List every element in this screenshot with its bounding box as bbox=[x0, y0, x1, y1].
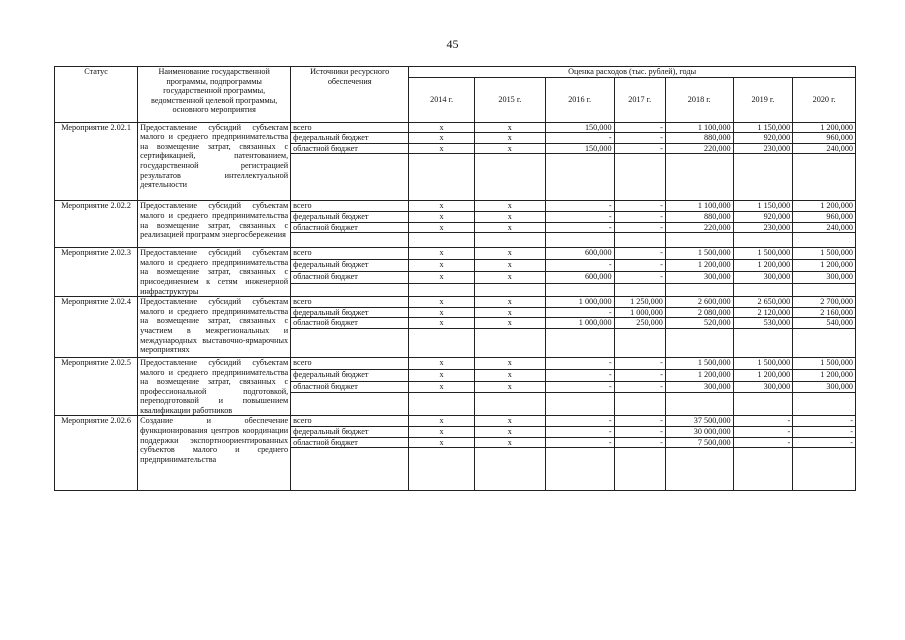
amount-cell: - bbox=[545, 427, 614, 438]
empty-cell bbox=[614, 284, 665, 297]
measure-name: Предоставление субсидий субъектам малого и среднего предпринимательства на возмещение затрат, связанных с реализацией программ энергосбережения bbox=[138, 201, 291, 248]
amount-cell: 240,000 bbox=[793, 222, 856, 233]
empty-cell bbox=[291, 328, 409, 357]
amount-cell: x bbox=[409, 318, 475, 329]
measure-name: Предоставление субсидий субъектам малого и среднего предпринимательства на возмещение затрат, связанных с сертификацией, патентованием, государственной регистрацией результатов интеллектуальной деятельности bbox=[138, 122, 291, 201]
empty-cell bbox=[733, 233, 793, 248]
amount-cell: x bbox=[409, 416, 475, 427]
amount-cell: - bbox=[733, 427, 793, 438]
amount-cell: 530,000 bbox=[733, 318, 793, 329]
amount-cell: 920,000 bbox=[733, 211, 793, 222]
amount-cell: - bbox=[614, 122, 665, 133]
amount-cell: 1 150,000 bbox=[733, 201, 793, 212]
amount-cell: 1 200,000 bbox=[793, 369, 856, 381]
amount-cell: 150,000 bbox=[545, 122, 614, 133]
empty-cell bbox=[474, 448, 545, 491]
empty-cell bbox=[545, 284, 614, 297]
amount-cell: - bbox=[614, 133, 665, 144]
amount-cell: - bbox=[793, 416, 856, 427]
empty-cell bbox=[291, 393, 409, 416]
amount-cell: 520,000 bbox=[665, 318, 733, 329]
empty-cell bbox=[474, 393, 545, 416]
amount-cell: - bbox=[545, 437, 614, 448]
amount-cell: 960,000 bbox=[793, 211, 856, 222]
amount-cell: - bbox=[545, 222, 614, 233]
amount-cell: x bbox=[474, 416, 545, 427]
amount-cell: x bbox=[474, 357, 545, 369]
measure-name: Предоставление субсидий субъектам малого и среднего предпринимательства на возмещение затрат, связанных с присоединением к сетям инженерной инфраструктуры bbox=[138, 248, 291, 297]
empty-cell bbox=[545, 448, 614, 491]
amount-cell: 1 200,000 bbox=[733, 260, 793, 272]
funding-source: всего bbox=[291, 297, 409, 308]
header-estimate: Оценка расходов (тыс. рублей), годы bbox=[409, 67, 856, 78]
empty-cell bbox=[545, 328, 614, 357]
empty-cell bbox=[409, 154, 475, 201]
funding-source: федеральный бюджет bbox=[291, 260, 409, 272]
amount-cell: - bbox=[733, 437, 793, 448]
funding-source: областной бюджет bbox=[291, 318, 409, 329]
table-row bbox=[55, 122, 856, 133]
measure-status: Мероприятие 2.02.4 bbox=[55, 297, 138, 358]
amount-cell: x bbox=[474, 272, 545, 284]
amount-cell: x bbox=[474, 307, 545, 318]
empty-cell bbox=[793, 284, 856, 297]
amount-cell: 7 500,000 bbox=[665, 437, 733, 448]
amount-cell: x bbox=[409, 260, 475, 272]
empty-cell bbox=[545, 233, 614, 248]
amount-cell: x bbox=[474, 248, 545, 260]
measure-status: Мероприятие 2.02.2 bbox=[55, 201, 138, 248]
amount-cell: 2 080,000 bbox=[665, 307, 733, 318]
amount-cell: x bbox=[409, 381, 475, 393]
amount-cell: x bbox=[409, 357, 475, 369]
empty-cell bbox=[545, 393, 614, 416]
empty-cell bbox=[545, 154, 614, 201]
amount-cell: 240,000 bbox=[793, 143, 856, 154]
amount-cell: x bbox=[409, 272, 475, 284]
amount-cell: 300,000 bbox=[665, 381, 733, 393]
funding-source: всего bbox=[291, 248, 409, 260]
amount-cell: 1 000,000 bbox=[545, 318, 614, 329]
amount-cell: 230,000 bbox=[733, 143, 793, 154]
empty-cell bbox=[291, 154, 409, 201]
funding-source: всего bbox=[291, 357, 409, 369]
funding-source: всего bbox=[291, 201, 409, 212]
empty-cell bbox=[474, 233, 545, 248]
amount-cell: x bbox=[409, 307, 475, 318]
header-year: 2014 г. bbox=[409, 77, 475, 122]
amount-cell: - bbox=[614, 369, 665, 381]
amount-cell: 1 150,000 bbox=[733, 122, 793, 133]
amount-cell: x bbox=[409, 427, 475, 438]
amount-cell: - bbox=[545, 133, 614, 144]
amount-cell: - bbox=[545, 201, 614, 212]
expense-table bbox=[54, 66, 856, 491]
funding-source: областной бюджет bbox=[291, 222, 409, 233]
amount-cell: 1 200,000 bbox=[733, 369, 793, 381]
funding-source: федеральный бюджет bbox=[291, 133, 409, 144]
amount-cell: - bbox=[793, 427, 856, 438]
amount-cell: 960,000 bbox=[793, 133, 856, 144]
empty-cell bbox=[614, 233, 665, 248]
empty-cell bbox=[474, 328, 545, 357]
amount-cell: 1 000,000 bbox=[614, 307, 665, 318]
table-row bbox=[55, 416, 856, 427]
amount-cell: 300,000 bbox=[793, 272, 856, 284]
measure-status: Мероприятие 2.02.6 bbox=[55, 416, 138, 491]
amount-cell: 1 500,000 bbox=[665, 248, 733, 260]
amount-cell: 1 000,000 bbox=[545, 297, 614, 308]
amount-cell: x bbox=[474, 297, 545, 308]
empty-cell bbox=[793, 393, 856, 416]
amount-cell: - bbox=[614, 248, 665, 260]
empty-cell bbox=[614, 448, 665, 491]
amount-cell: - bbox=[733, 416, 793, 427]
measure-status: Мероприятие 2.02.5 bbox=[55, 357, 138, 416]
empty-cell bbox=[793, 448, 856, 491]
empty-cell bbox=[733, 284, 793, 297]
empty-cell bbox=[733, 154, 793, 201]
empty-cell bbox=[474, 284, 545, 297]
amount-cell: 1 200,000 bbox=[665, 369, 733, 381]
amount-cell: x bbox=[474, 211, 545, 222]
amount-cell: - bbox=[614, 272, 665, 284]
empty-cell bbox=[291, 233, 409, 248]
amount-cell: 1 500,000 bbox=[733, 357, 793, 369]
amount-cell: 2 120,000 bbox=[733, 307, 793, 318]
measure-status: Мероприятие 2.02.3 bbox=[55, 248, 138, 297]
empty-cell bbox=[291, 284, 409, 297]
empty-cell bbox=[474, 154, 545, 201]
amount-cell: 2 700,000 bbox=[793, 297, 856, 308]
amount-cell: x bbox=[474, 381, 545, 393]
header-year: 2020 г. bbox=[793, 77, 856, 122]
empty-cell bbox=[665, 284, 733, 297]
funding-source: областной бюджет bbox=[291, 143, 409, 154]
header-year: 2018 г. bbox=[665, 77, 733, 122]
empty-cell bbox=[665, 328, 733, 357]
amount-cell: x bbox=[474, 201, 545, 212]
amount-cell: 1 200,000 bbox=[793, 260, 856, 272]
empty-cell bbox=[409, 328, 475, 357]
header-status: Статус bbox=[55, 67, 138, 123]
amount-cell: x bbox=[474, 427, 545, 438]
empty-cell bbox=[665, 233, 733, 248]
amount-cell: 2 650,000 bbox=[733, 297, 793, 308]
empty-cell bbox=[733, 393, 793, 416]
amount-cell: 1 500,000 bbox=[733, 248, 793, 260]
amount-cell: - bbox=[793, 437, 856, 448]
table-row bbox=[55, 248, 856, 260]
amount-cell: x bbox=[409, 248, 475, 260]
amount-cell: 1 100,000 bbox=[665, 122, 733, 133]
table-row bbox=[55, 201, 856, 212]
amount-cell: 920,000 bbox=[733, 133, 793, 144]
amount-cell: x bbox=[409, 211, 475, 222]
amount-cell: - bbox=[545, 211, 614, 222]
amount-cell: - bbox=[545, 357, 614, 369]
empty-cell bbox=[614, 393, 665, 416]
amount-cell: 2 600,000 bbox=[665, 297, 733, 308]
funding-source: федеральный бюджет bbox=[291, 427, 409, 438]
amount-cell: 2 160,000 bbox=[793, 307, 856, 318]
funding-source: областной бюджет bbox=[291, 381, 409, 393]
amount-cell: x bbox=[409, 297, 475, 308]
amount-cell: 230,000 bbox=[733, 222, 793, 233]
funding-source: всего bbox=[291, 122, 409, 133]
amount-cell: 1 500,000 bbox=[793, 357, 856, 369]
header-year: 2017 г. bbox=[614, 77, 665, 122]
empty-cell bbox=[665, 393, 733, 416]
measure-name: Предоставление субсидий субъектам малого и среднего предпринимательства на возмещение затрат, связанных с участием в межрегиональных и международных выставочно-ярмарочных мероприятиях bbox=[138, 297, 291, 358]
amount-cell: 880,000 bbox=[665, 133, 733, 144]
measure-name: Создание и обеспечение функционирования центров координации поддержки экспортноориентированных субъектов малого и среднего предпринимательства bbox=[138, 416, 291, 491]
empty-cell bbox=[733, 448, 793, 491]
table-row bbox=[55, 357, 856, 369]
funding-source: федеральный бюджет bbox=[291, 211, 409, 222]
amount-cell: 1 200,000 bbox=[793, 201, 856, 212]
measure-name: Предоставление субсидий субъектам малого и среднего предпринимательства на возмещение затрат, связанных с профессиональной подготовкой, переподготовкой и повышением квалификации работников bbox=[138, 357, 291, 416]
measure-status: Мероприятие 2.02.1 bbox=[55, 122, 138, 201]
amount-cell: 300,000 bbox=[793, 381, 856, 393]
amount-cell: x bbox=[474, 437, 545, 448]
amount-cell: 880,000 bbox=[665, 211, 733, 222]
amount-cell: 150,000 bbox=[545, 143, 614, 154]
empty-cell bbox=[793, 328, 856, 357]
amount-cell: 220,000 bbox=[665, 222, 733, 233]
empty-cell bbox=[793, 233, 856, 248]
header-year: 2019 г. bbox=[733, 77, 793, 122]
funding-source: всего bbox=[291, 416, 409, 427]
empty-cell bbox=[614, 328, 665, 357]
amount-cell: - bbox=[614, 143, 665, 154]
empty-cell bbox=[793, 154, 856, 201]
amount-cell: x bbox=[409, 437, 475, 448]
empty-cell bbox=[291, 448, 409, 491]
header-year: 2016 г. bbox=[545, 77, 614, 122]
amount-cell: x bbox=[474, 318, 545, 329]
amount-cell: x bbox=[474, 133, 545, 144]
empty-cell bbox=[409, 448, 475, 491]
amount-cell: 1 250,000 bbox=[614, 297, 665, 308]
amount-cell: x bbox=[474, 222, 545, 233]
amount-cell: 300,000 bbox=[733, 272, 793, 284]
amount-cell: 300,000 bbox=[733, 381, 793, 393]
empty-cell bbox=[409, 233, 475, 248]
amount-cell: 37 500,000 bbox=[665, 416, 733, 427]
amount-cell: x bbox=[409, 201, 475, 212]
amount-cell: - bbox=[614, 260, 665, 272]
amount-cell: x bbox=[409, 222, 475, 233]
amount-cell: 600,000 bbox=[545, 272, 614, 284]
amount-cell: 1 500,000 bbox=[793, 248, 856, 260]
amount-cell: - bbox=[545, 369, 614, 381]
funding-source: областной бюджет bbox=[291, 272, 409, 284]
empty-cell bbox=[409, 393, 475, 416]
amount-cell: x bbox=[474, 122, 545, 133]
table-row bbox=[55, 297, 856, 308]
empty-cell bbox=[665, 154, 733, 201]
amount-cell: - bbox=[614, 416, 665, 427]
amount-cell: - bbox=[614, 222, 665, 233]
amount-cell: x bbox=[409, 369, 475, 381]
amount-cell: - bbox=[545, 260, 614, 272]
amount-cell: - bbox=[614, 201, 665, 212]
amount-cell: x bbox=[409, 143, 475, 154]
amount-cell: 30 000,000 bbox=[665, 427, 733, 438]
amount-cell: 1 200,000 bbox=[793, 122, 856, 133]
amount-cell: - bbox=[545, 307, 614, 318]
amount-cell: - bbox=[614, 357, 665, 369]
funding-source: областной бюджет bbox=[291, 437, 409, 448]
funding-source: федеральный бюджет bbox=[291, 369, 409, 381]
amount-cell: 600,000 bbox=[545, 248, 614, 260]
amount-cell: 1 100,000 bbox=[665, 201, 733, 212]
amount-cell: x bbox=[474, 143, 545, 154]
amount-cell: x bbox=[409, 122, 475, 133]
amount-cell: - bbox=[545, 381, 614, 393]
amount-cell: 220,000 bbox=[665, 143, 733, 154]
empty-cell bbox=[614, 154, 665, 201]
amount-cell: 250,000 bbox=[614, 318, 665, 329]
amount-cell: - bbox=[545, 416, 614, 427]
amount-cell: x bbox=[474, 260, 545, 272]
amount-cell: 540,000 bbox=[793, 318, 856, 329]
header-year: 2015 г. bbox=[474, 77, 545, 122]
amount-cell: - bbox=[614, 381, 665, 393]
header-name: Наименование государственной программы, подпрограммы государственной программы, ведомственной целевой программы, основного мероприятия bbox=[138, 67, 291, 123]
amount-cell: 300,000 bbox=[665, 272, 733, 284]
header-sources: Источники ресурсного обеспечения bbox=[291, 67, 409, 123]
amount-cell: 1 500,000 bbox=[665, 357, 733, 369]
empty-cell bbox=[733, 328, 793, 357]
amount-cell: - bbox=[614, 427, 665, 438]
empty-cell bbox=[665, 448, 733, 491]
amount-cell: x bbox=[474, 369, 545, 381]
amount-cell: - bbox=[614, 211, 665, 222]
page-number: 45 bbox=[446, 37, 459, 51]
empty-cell bbox=[409, 284, 475, 297]
funding-source: федеральный бюджет bbox=[291, 307, 409, 318]
amount-cell: - bbox=[614, 437, 665, 448]
amount-cell: x bbox=[409, 133, 475, 144]
amount-cell: 1 200,000 bbox=[665, 260, 733, 272]
